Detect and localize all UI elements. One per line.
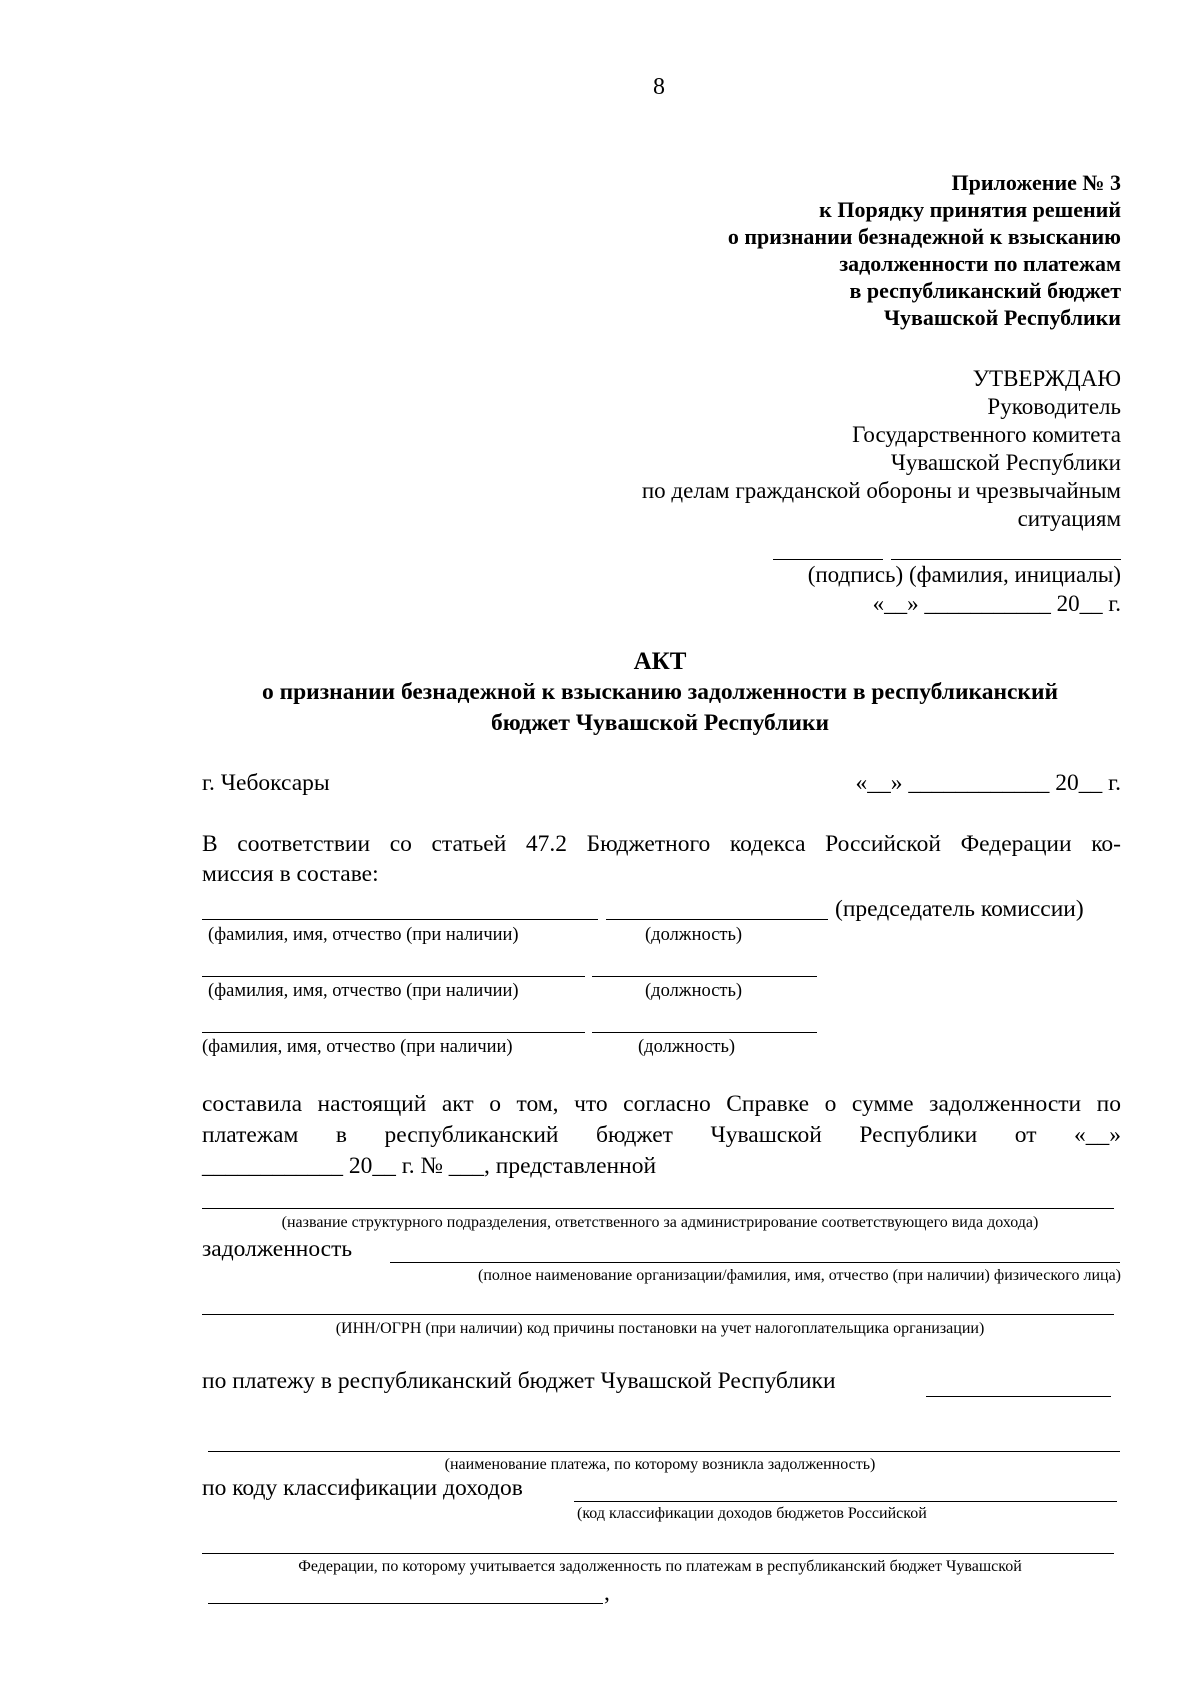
kbk-caption: Федерации, по которому учитывается задолженность по платежам в республиканский бюджет Чувашской (298, 1558, 1022, 1575)
approval-line: Чувашской Республики (890, 450, 1121, 475)
position-caption: (должность) (645, 925, 743, 945)
approval-title: УТВЕРЖДАЮ (972, 366, 1121, 391)
fio-line[interactable] (202, 976, 585, 977)
intro-text: миссия в составе: (202, 861, 379, 887)
appendix-line: Приложение № 3 (951, 170, 1121, 195)
payment-caption: (наименование платежа, по которому возникла задолженность) (444, 1456, 876, 1473)
kbk-caption: (код классификации доходов бюджетов Российской (577, 1505, 927, 1522)
position-line[interactable] (592, 976, 817, 977)
signature-line[interactable] (773, 559, 883, 560)
org-caption: (полное наименование организации/фамилия, имя, отчество (при наличии) физического лица) (478, 1267, 1121, 1284)
approval-line: Руководитель (987, 394, 1121, 419)
position-caption: (должность) (645, 981, 743, 1001)
fio-caption: (фамилия, имя, отчество (при наличии) (202, 1037, 513, 1057)
page-number: 8 (653, 74, 665, 100)
trailing-line[interactable] (208, 1603, 603, 1604)
department-line[interactable] (202, 1208, 1114, 1209)
intro-text: В соответствии со статьей 47.2 Бюджетного кодекса Российской Федерации ко- (202, 831, 1121, 857)
kbk-line[interactable] (574, 1501, 1117, 1502)
debt-line[interactable] (390, 1262, 1120, 1263)
signature-caption: (подпись) (фамилия, инициалы) (807, 562, 1121, 587)
appendix-line: задолженности по платежам (839, 251, 1121, 276)
compiled-text: составила настоящий акт о том, что согласно Справке о сумме задолженности по (202, 1091, 1121, 1117)
appendix-line: к Порядку принятия решений (819, 197, 1121, 222)
payment-code-line[interactable] (926, 1396, 1111, 1397)
appendix-line: Чувашской Республики (883, 305, 1121, 330)
approval-line: ситуациям (1017, 506, 1121, 531)
payment-name-line[interactable] (208, 1451, 1120, 1452)
position-line[interactable] (592, 1032, 817, 1033)
fio-line[interactable] (202, 919, 598, 920)
position-line[interactable] (606, 919, 828, 920)
fio-caption: (фамилия, имя, отчество (при наличии) (208, 925, 519, 945)
debt-label: задолженность (202, 1236, 353, 1262)
appendix-line: в республиканский бюджет (849, 278, 1121, 303)
act-title: АКТ (633, 648, 687, 675)
payment-label: по платежу в республиканский бюджет Чувашской Республики (202, 1368, 836, 1394)
approval-line: по делам гражданской обороны и чрезвычайным (641, 478, 1121, 503)
department-caption: (название структурного подразделения, ответственного за администрирование соответствующего вида дохода) (281, 1214, 1039, 1231)
approval-line: Государственного комитета (852, 422, 1121, 447)
position-caption: (должность) (638, 1037, 736, 1057)
act-date: «__» ____________ 20__ г. (855, 770, 1121, 796)
initials-line[interactable] (891, 559, 1121, 560)
trailing-comma: , (604, 1580, 610, 1606)
kbk-continued-line[interactable] (202, 1553, 1114, 1554)
compiled-text: ____________ 20__ г. № ___, представленной (202, 1153, 657, 1179)
inn-line[interactable] (202, 1314, 1114, 1315)
appendix-line: о признании безнадежной к взысканию (727, 224, 1121, 249)
approval-date: «__» ___________ 20__ г. (872, 591, 1121, 616)
inn-caption: (ИНН/ОГРН (при наличии) код причины постановки на учет налогоплательщика организации) (335, 1320, 985, 1337)
place: г. Чебоксары (202, 770, 330, 796)
fio-caption: (фамилия, имя, отчество (при наличии) (208, 981, 519, 1001)
act-subtitle: бюджет Чувашской Республики (490, 710, 830, 736)
chair-label: (председатель комиссии) (835, 896, 1084, 922)
kbk-label: по коду классификации доходов (202, 1475, 523, 1501)
act-subtitle: о признании безнадежной к взысканию задолженности в республиканский (261, 679, 1059, 705)
compiled-text: платежам в республиканский бюджет Чувашской Республики от «__» (202, 1122, 1121, 1148)
fio-line[interactable] (202, 1032, 585, 1033)
